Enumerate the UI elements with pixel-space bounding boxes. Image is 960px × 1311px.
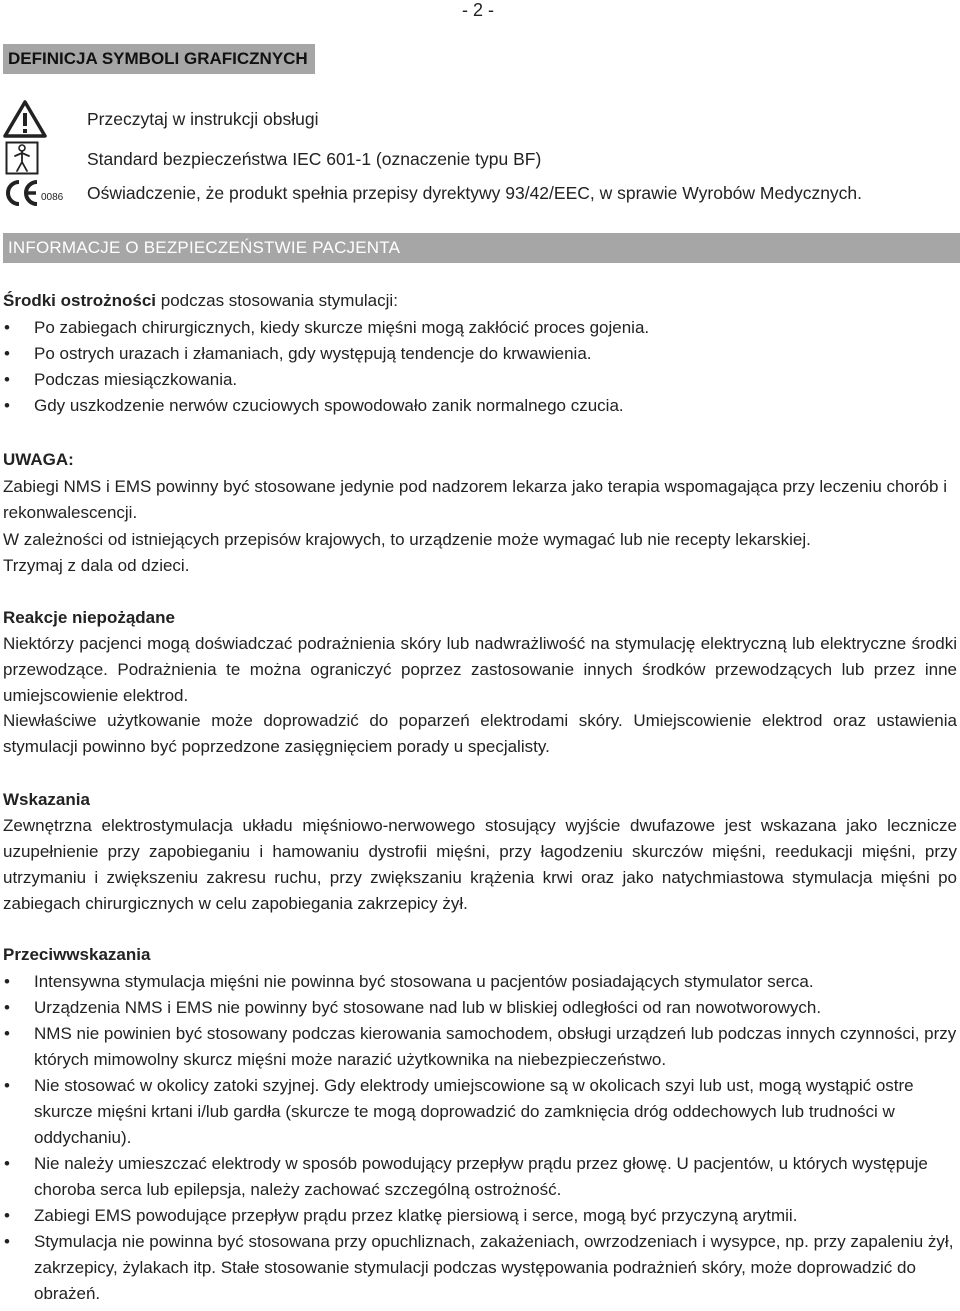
list-item: • Nie stosować w okolicy zatoki szyjnej. Gdy elektrody umiejscowione są w okolicach szyi lub ust, mogą wystąpić ostre skurcze mięśni krtani i/lub gardła (skurcze te mogą doprowadzić do zamknięcia dróg oddechowych lub trudności w oddychaniu). [4, 1076, 914, 1147]
page-number: - 2 - [462, 0, 495, 20]
adverse-heading: Reakcje niepożądane [3, 608, 175, 627]
adverse-paragraph-1: Niektórzy pacjenci mogą doświadczać podrażnienia skóry lub nadwrażliwość na stymulację elektryczną lub elektryczne środki przewodzące. Podrażnienia te można ograniczyć poprzez zastosowanie innych środków przewodzących lub przez inne umiejscowienie elektrod. [3, 634, 957, 705]
symbols-section-title: DEFINICJA SYMBOLI GRAFICZNYCH [3, 44, 315, 74]
list-item: • Zabiegi EMS powodujące przepływ prądu przez klatkę piersiową i serce, mogą być przyczyną arytmii. [4, 1206, 798, 1225]
list-item: • Po zabiegach chirurgicznych, kiedy skurcze mięśni mogą zakłócić proces gojenia. [4, 318, 650, 337]
list-item: • Nie należy umieszczać elektrody w sposób powodujący przepływ prądu przez głowę. U pacjentów, u których występuje choroba serca lub epilepsja, należy zachować szczególną ostrożność. [4, 1154, 928, 1199]
precautions-rest: podczas stosowania stymulacji: [156, 291, 398, 310]
list-item: • Stymulacja nie powinna być stosowana przy opuchliznach, zakażeniach, owrzodzeniach i wysypce, np. przy zapaleniu żył, zakrzepicy, żylakach itp. Stałe stosowanie stymulacji podczas występowania podrażnień skóry, może doprowadzić do obrażeń. [4, 1232, 954, 1303]
precautions-list [0, 315, 957, 419]
symbol-text-ce-declaration: Oświadczenie, że produkt spełnia przepisy dyrektywy 93/42/EEC, w sprawie Wyrobów Medycznych. [87, 183, 863, 203]
precautions-intro [3, 288, 957, 314]
list-item: • Po ostrych urazach i złamaniach, gdy występują tendencje do krwawienia. [4, 344, 592, 363]
warning-line-1: Zabiegi NMS i EMS powinny być stosowane jedynie pod nadzorem lekarza jako terapia wspomagająca przy leczeniu chorób i rekonwalescencji. [3, 477, 947, 522]
indications-heading: Wskazania [3, 790, 90, 809]
bf-body-icon [5, 141, 39, 175]
ce-number: 0086 [41, 192, 64, 203]
precautions-bold: Środki ostrożności [3, 291, 157, 310]
list-item: • Gdy uszkodzenie nerwów czuciowych spowodowało zanik normalnego czucia. [4, 396, 624, 415]
list-item: • NMS nie powinien być stosowany podczas kierowania samochodem, obsługi urządzeń lub podczas innych czynności, przy których mimowolny skurcz mięśni może narazić użytkownika na niebezpieczeństwo. [4, 1024, 957, 1069]
ce-mark-icon [3, 178, 65, 208]
indications-paragraph: Zewnętrzna elektrostymulacja układu mięśniowo-nerwowego stosujący wyjście dwufazowe jest wskazana jako lecznicze uzupełnienie przy zapobieganiu i hamowaniu dystrofii mięśni, przy łagodzeniu skurczów mięśni, reedukacji mięśni, przy utrzymaniu i zwiększeniu zakresu ruchu, przy zwiększaniu krążenia krwi oraz jako natychmiastowa stymulacja mięśni po zabiegach chirurgicznych w celu zapobiegania zakrzepicy żył. [3, 816, 957, 913]
list-item: • Intensywna stymulacja mięśni nie powinna być stosowana u pacjentów posiadających stymulator serca. [4, 972, 814, 991]
contraindications-list [0, 969, 957, 1307]
warning-line-2: W zależności od istniejących przepisów krajowych, to urządzenie może wymagać lub nie recepty lekarskiej. [3, 530, 811, 549]
list-item: • Urządzenia NMS i EMS nie powinny być stosowane nad lub w bliskiej odległości od ran nowotworowych. [4, 998, 822, 1017]
warning-triangle-icon [3, 100, 47, 138]
symbol-text-read-manual: Przeczytaj w instrukcji obsługi [87, 109, 319, 129]
contraindications-heading: Przeciwwskazania [3, 945, 151, 964]
symbol-text-bf-standard: Standard bezpieczeństwa IEC 601-1 (oznaczenie typu BF) [87, 149, 542, 169]
warning-line-3: Trzymaj z dala od dzieci. [3, 556, 190, 575]
adverse-paragraph-2: Niewłaściwe użytkowanie może doprowadzić do poparzeń elektrodami skóry. Umiejscowienie elektrod oraz ustawienia stymulacji powinno być poprzedzone zasięgnięciem porady u specjalisty. [3, 711, 957, 756]
safety-section-title: INFORMACJE O BEZPIECZEŃSTWIE PACJENTA [3, 233, 960, 263]
list-item: • Podczas miesiączkowania. [4, 370, 238, 389]
warning-heading: UWAGA: [3, 450, 74, 469]
